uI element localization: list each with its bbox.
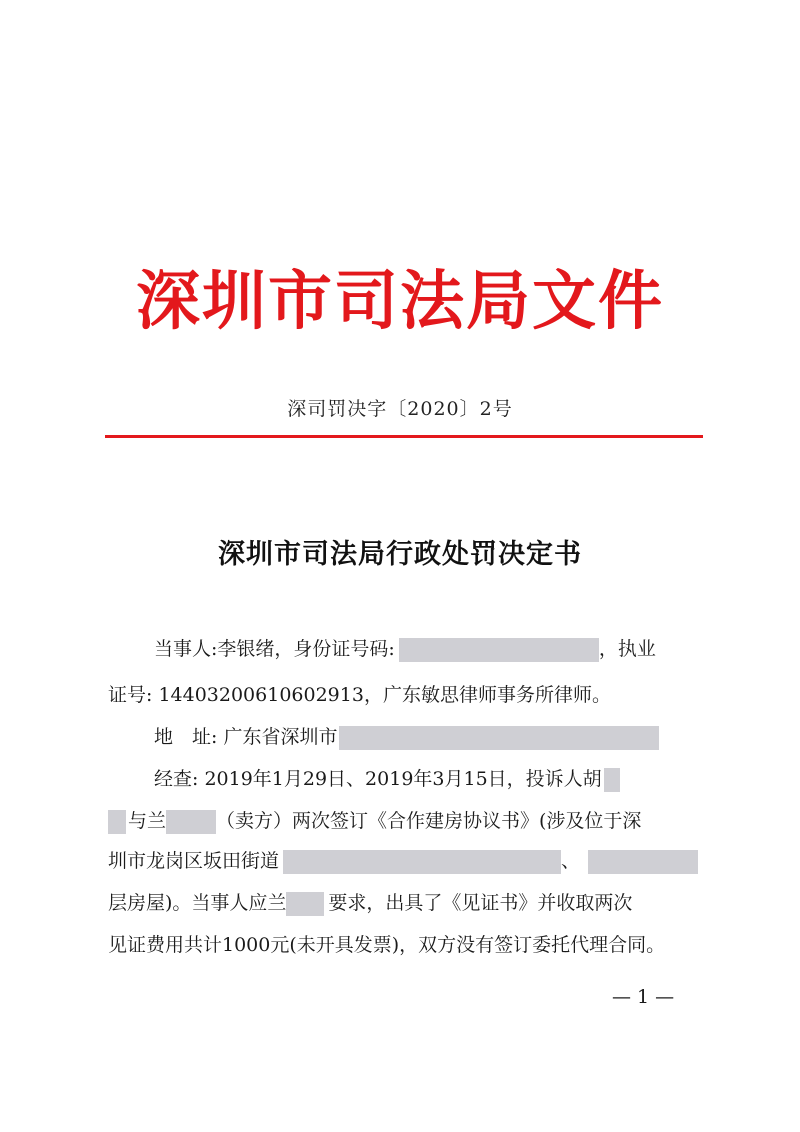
redacted-block xyxy=(108,810,126,834)
agreement-text: （卖方）两次签订《合作建房协议书》(涉及位于深 xyxy=(216,810,642,832)
body-line-6 xyxy=(108,846,698,874)
body-line-4 xyxy=(154,764,620,792)
body-line-8 xyxy=(108,930,665,957)
party-text: 与兰 xyxy=(128,810,167,832)
license-number: 证号: 14403200610602913，广东敏思律师事务所律师。 xyxy=(108,684,611,706)
page-number: — 1 — xyxy=(612,986,675,1008)
body-line-3 xyxy=(154,722,659,750)
license-label: ，执业 xyxy=(598,638,656,660)
masthead-title: 深圳市司法局文件 xyxy=(136,264,664,339)
document-title: 深圳市司法局行政处罚决定书 xyxy=(218,539,582,570)
fee-text: 见证费用共计1000元(未开具发票)，双方没有签订委托代理合同。 xyxy=(108,934,666,956)
body-line-1 xyxy=(154,634,656,662)
finding-text: 经查: 2019年1月29日、2019年3月15日，投诉人胡 xyxy=(154,768,602,790)
redacted-block xyxy=(339,726,659,750)
redacted-block xyxy=(166,810,216,834)
body-line-2 xyxy=(108,680,611,707)
document-number: 深司罚决字〔2020〕2号 xyxy=(287,398,513,420)
redacted-block xyxy=(399,638,599,662)
separator-text: 、 xyxy=(561,850,581,872)
body-line-5 xyxy=(108,806,641,834)
red-divider xyxy=(105,435,703,438)
house-text: 层房屋)。当事人应兰 xyxy=(108,892,287,914)
party-label: 当事人:李银绪，身份证号码: xyxy=(154,638,395,660)
body-line-7 xyxy=(108,888,632,916)
redacted-block xyxy=(286,892,324,916)
address-text: 地 址: 广东省深圳市 xyxy=(154,726,338,748)
redacted-block xyxy=(283,850,561,874)
certificate-text: 要求，出具了《见证书》并收取两次 xyxy=(328,892,633,914)
redacted-block xyxy=(604,768,620,792)
location-text: 圳市龙岗区坂田街道 xyxy=(108,850,280,872)
redacted-block xyxy=(588,850,698,874)
